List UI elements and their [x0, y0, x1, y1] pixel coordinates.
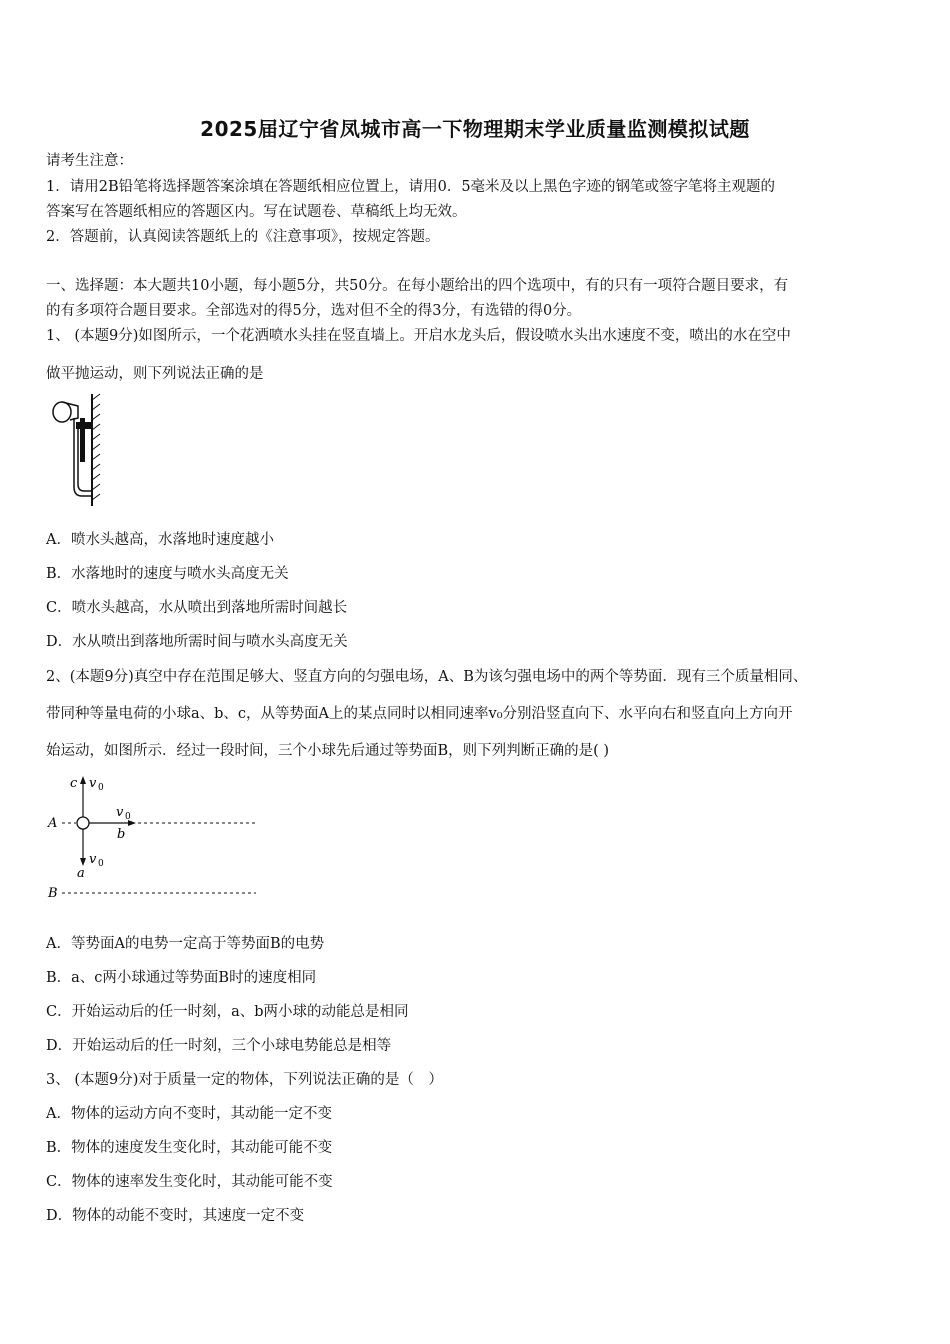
page-title: 2025届辽宁省凤城市高一下物理期末学业质量监测模拟试题 [200, 117, 750, 141]
svg-text:0: 0 [98, 859, 104, 869]
equipotential-figure [44, 770, 259, 902]
q2-stem-line-2: 带同种等量电荷的小球a、b、c，从等势面A上的某点同时以相同速率v₀分别沿竖直向下、水平向右和竖直向上方向开 [46, 706, 793, 722]
q1-option-c[interactable]: C．喷水头越高，水从喷出到落地所需时间越长 [46, 600, 348, 616]
label-v0-down: v [89, 852, 97, 867]
q3-option-d[interactable]: D．物体的动能不变时，其速度一定不变 [46, 1208, 305, 1224]
wall-hatching [92, 394, 100, 500]
q2-option-b[interactable]: B．a、c两小球通过等势面B时的速度相同 [46, 970, 317, 986]
label-v0-up: v [89, 776, 97, 791]
q2-option-d[interactable]: D．开始运动后的任一时刻，三个小球电势能总是相等 [46, 1038, 392, 1054]
svg-text:0: 0 [125, 812, 131, 822]
holder-post [80, 418, 85, 462]
label-B: B [48, 886, 58, 901]
label-v0-right: v [116, 805, 124, 820]
q3-option-a[interactable]: A．物体的运动方向不变时，其动能一定不变 [46, 1106, 332, 1122]
q1-option-d[interactable]: D．水从喷出到落地所需时间与喷水头高度无关 [46, 634, 348, 650]
notice-heading: 请考生注意： [46, 153, 133, 169]
q1-option-b[interactable]: B．水落地时的速度与喷水头高度无关 [46, 566, 289, 582]
q3-stem: 3、 (本题9分)对于质量一定的物体，下列说法正确的是（ ） [46, 1072, 443, 1088]
q2-stem-line-3: 始运动，如图所示．经过一段时间，三个小球先后通过等势面B，则下列判断正确的是( ) [46, 743, 610, 759]
label-c: c [70, 776, 78, 791]
label-a: a [77, 866, 85, 881]
section-heading-line-2: 的有多项符合题目要求。全部选对的得5分，选对但不全的得3分，有选错的得0分。 [46, 303, 582, 319]
q1-option-a[interactable]: A．喷水头越高，水落地时速度越小 [46, 532, 274, 548]
q1-stem-line-2: 做平抛运动，则下列说法正确的是 [46, 366, 264, 382]
notice-line-2: 答案写在答题纸相应的答题区内。写在试题卷、草稿纸上均无效。 [46, 204, 467, 220]
shower-head [53, 402, 71, 422]
notice-line-1: 1．请用2B铅笔将选择题答案涂填在答题纸相应位置上，请用0．5毫米及以上黑色字迹的钢笔或签字笔将主观题的 [46, 179, 776, 195]
label-b: b [117, 827, 126, 842]
q2-option-c[interactable]: C．开始运动后的任一时刻，a、b两小球的动能总是相同 [46, 1004, 409, 1020]
q2-stem-line-1: 2、(本题9分)真空中存在范围足够大、竖直方向的匀强电场，A、B为该匀强电场中的两个等势面．现有三个质量相同、 [46, 669, 808, 685]
ball-origin [77, 817, 89, 829]
shower-head-figure [48, 392, 106, 510]
q3-option-b[interactable]: B．物体的速度发生变化时，其动能可能不变 [46, 1140, 333, 1156]
q2-option-a[interactable]: A．等势面A的电势一定高于等势面B的电势 [46, 936, 325, 952]
q1-stem-line-1: 1、 (本题9分)如图所示，一个花洒喷水头挂在竖直墙上。开启水龙头后，假设喷水头出水速度不变，喷出的水在空中 [46, 328, 791, 344]
q3-option-c[interactable]: C．物体的速率发生变化时，其动能可能不变 [46, 1174, 333, 1190]
svg-text:0: 0 [98, 783, 104, 793]
section-heading-line-1: 一、选择题：本大题共10小题，每小题5分，共50分。在每小题给出的四个选项中，有的只有一项符合题目要求，有 [46, 278, 789, 294]
notice-line-3: 2．答题前，认真阅读答题纸上的《注意事项》，按规定答题。 [46, 229, 440, 245]
label-A: A [48, 816, 58, 831]
